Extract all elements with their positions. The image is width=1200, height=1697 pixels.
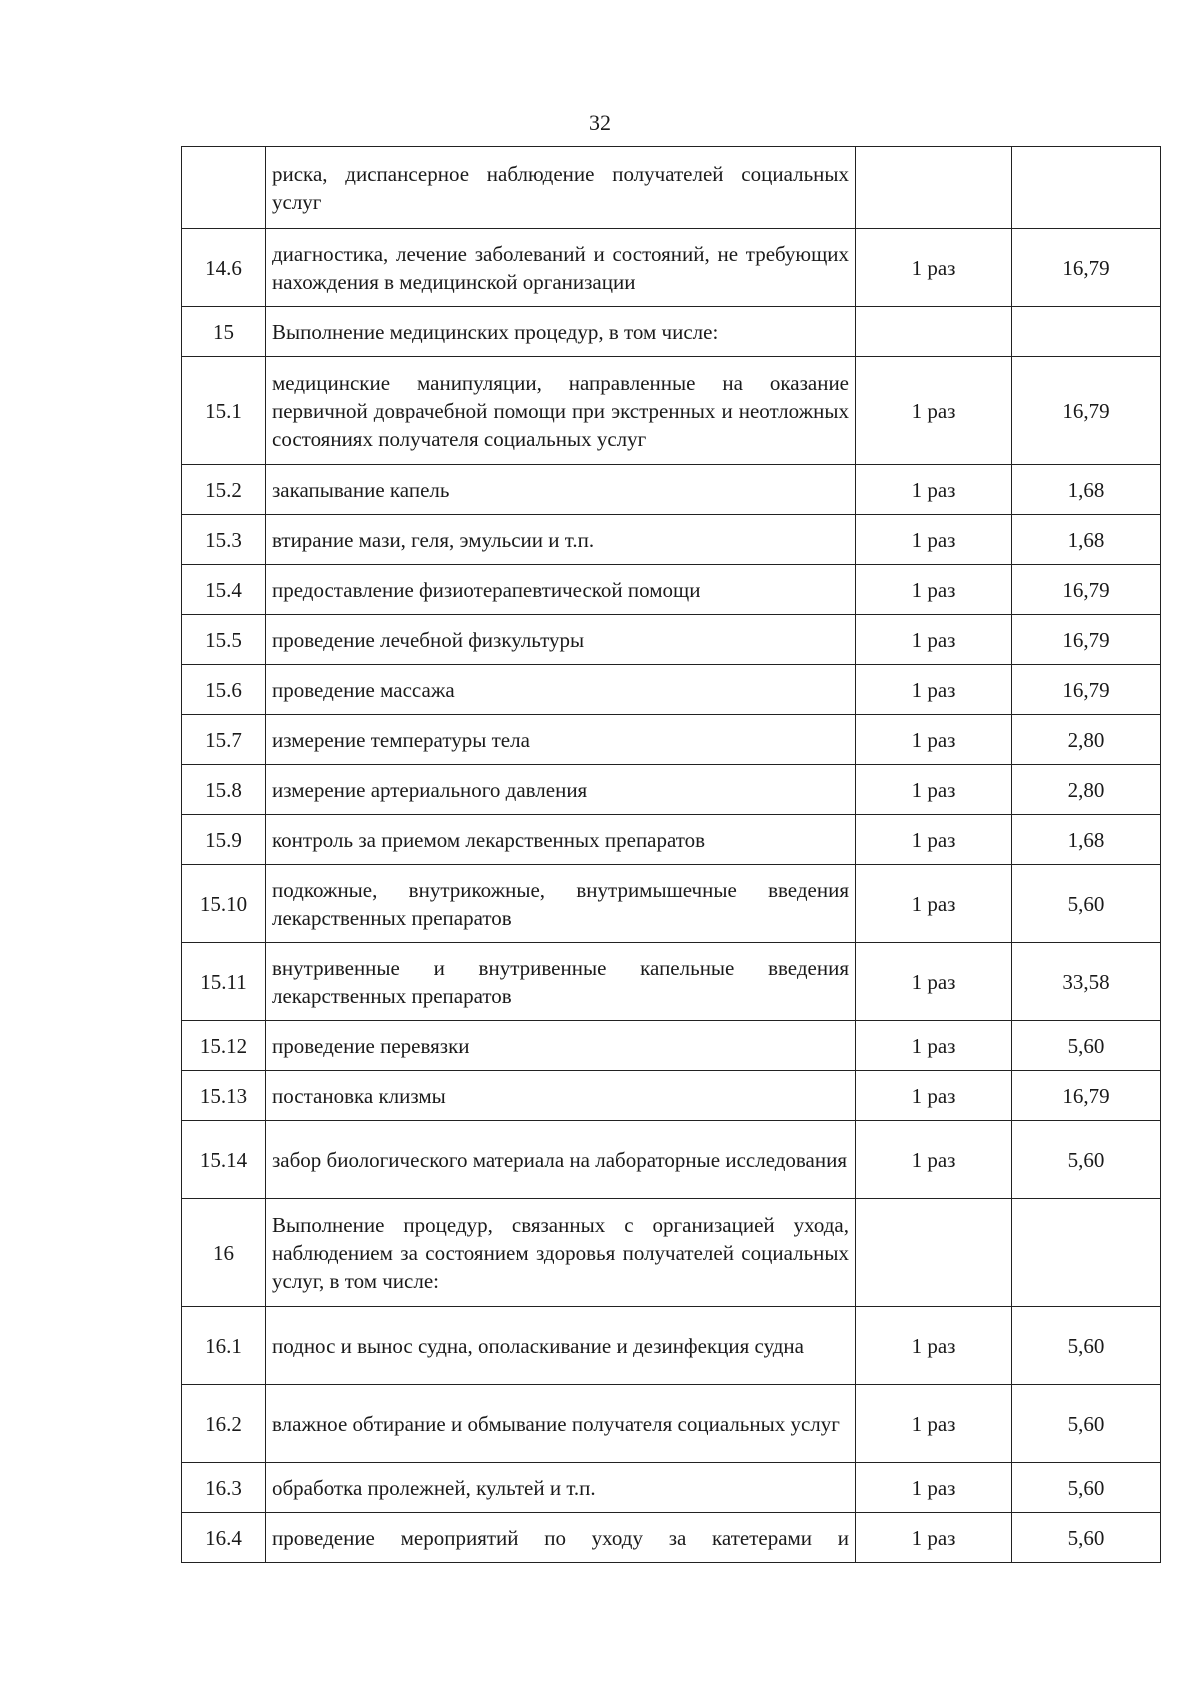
row-number: 15.3 (182, 515, 266, 565)
service-unit: 1 раз (856, 1121, 1012, 1199)
table-row (182, 515, 1161, 565)
service-price: 5,60 (1012, 1385, 1161, 1463)
service-unit: 1 раз (856, 357, 1012, 465)
service-description: диагностика, лечение заболеваний и состояний, не требующих нахождения в медицинской организации (266, 229, 856, 307)
table-row (182, 715, 1161, 765)
service-unit: 1 раз (856, 1021, 1012, 1071)
table-row (182, 1513, 1161, 1563)
row-number: 15.1 (182, 357, 266, 465)
service-price: 2,80 (1012, 765, 1161, 815)
service-unit: 1 раз (856, 815, 1012, 865)
table-row (182, 565, 1161, 615)
service-unit (856, 147, 1012, 229)
service-description: измерение артериального давления (266, 765, 856, 815)
service-price: 16,79 (1012, 665, 1161, 715)
service-unit: 1 раз (856, 1071, 1012, 1121)
service-description: проведение мероприятий по уходу за катетерами и (266, 1513, 856, 1563)
service-price (1012, 147, 1161, 229)
table-row (182, 357, 1161, 465)
service-description: постановка клизмы (266, 1071, 856, 1121)
service-unit: 1 раз (856, 615, 1012, 665)
service-description: внутривенные и внутривенные капельные введения лекарственных препаратов (266, 943, 856, 1021)
service-price: 1,68 (1012, 815, 1161, 865)
services-table (181, 146, 1161, 1563)
row-number: 15.2 (182, 465, 266, 515)
service-price: 1,68 (1012, 465, 1161, 515)
service-unit: 1 раз (856, 765, 1012, 815)
service-unit: 1 раз (856, 943, 1012, 1021)
table-row (182, 765, 1161, 815)
service-unit (856, 307, 1012, 357)
row-number: 15.4 (182, 565, 266, 615)
service-unit: 1 раз (856, 1307, 1012, 1385)
table-row (182, 147, 1161, 229)
table-row (182, 229, 1161, 307)
service-unit: 1 раз (856, 1513, 1012, 1563)
service-unit: 1 раз (856, 1463, 1012, 1513)
row-number: 15.8 (182, 765, 266, 815)
page-number: 32 (589, 110, 611, 135)
service-unit: 1 раз (856, 865, 1012, 943)
service-unit (856, 1199, 1012, 1307)
row-number: 16.3 (182, 1463, 266, 1513)
row-number: 15.11 (182, 943, 266, 1021)
service-price: 16,79 (1012, 1071, 1161, 1121)
row-number (182, 147, 266, 229)
table-row (182, 1463, 1161, 1513)
section-heading: Выполнение медицинских процедур, в том числе: (266, 307, 856, 357)
service-unit: 1 раз (856, 665, 1012, 715)
row-number: 15.7 (182, 715, 266, 765)
table-row (182, 615, 1161, 665)
service-description: предоставление физиотерапевтической помощи (266, 565, 856, 615)
row-number: 16.1 (182, 1307, 266, 1385)
row-number: 15.14 (182, 1121, 266, 1199)
row-number: 15.13 (182, 1071, 266, 1121)
service-unit: 1 раз (856, 565, 1012, 615)
service-description: втирание мази, геля, эмульсии и т.п. (266, 515, 856, 565)
row-number: 15.10 (182, 865, 266, 943)
table-row (182, 1121, 1161, 1199)
table-row (182, 1021, 1161, 1071)
service-price (1012, 1199, 1161, 1307)
service-description: обработка пролежней, культей и т.п. (266, 1463, 856, 1513)
row-number: 14.6 (182, 229, 266, 307)
table-row (182, 815, 1161, 865)
service-description: проведение перевязки (266, 1021, 856, 1071)
service-price: 1,68 (1012, 515, 1161, 565)
row-number: 15.5 (182, 615, 266, 665)
service-description: забор биологического материала на лабораторные исследования (266, 1121, 856, 1199)
service-unit: 1 раз (856, 715, 1012, 765)
service-price (1012, 307, 1161, 357)
service-description: измерение температуры тела (266, 715, 856, 765)
service-description: риска, диспансерное наблюдение получателей социальных услуг (266, 147, 856, 229)
service-price: 2,80 (1012, 715, 1161, 765)
service-price: 5,60 (1012, 1513, 1161, 1563)
service-description: влажное обтирание и обмывание получателя социальных услуг (266, 1385, 856, 1463)
row-number: 16 (182, 1199, 266, 1307)
row-number: 16.4 (182, 1513, 266, 1563)
service-description: проведение массажа (266, 665, 856, 715)
service-price: 16,79 (1012, 565, 1161, 615)
service-description: закапывание капель (266, 465, 856, 515)
service-price: 16,79 (1012, 615, 1161, 665)
service-price: 5,60 (1012, 1121, 1161, 1199)
service-unit: 1 раз (856, 465, 1012, 515)
service-description: проведение лечебной физкультуры (266, 615, 856, 665)
table-row (182, 1071, 1161, 1121)
row-number: 15 (182, 307, 266, 357)
service-unit: 1 раз (856, 229, 1012, 307)
service-price: 16,79 (1012, 357, 1161, 465)
service-unit: 1 раз (856, 515, 1012, 565)
service-price: 5,60 (1012, 1307, 1161, 1385)
service-description: подкожные, внутрикожные, внутримышечные введения лекарственных препаратов (266, 865, 856, 943)
row-number: 15.6 (182, 665, 266, 715)
table-row (182, 1199, 1161, 1307)
table-row (182, 1307, 1161, 1385)
service-price: 5,60 (1012, 865, 1161, 943)
table-row (182, 307, 1161, 357)
table-row (182, 865, 1161, 943)
row-number: 15.12 (182, 1021, 266, 1071)
service-description: поднос и вынос судна, ополаскивание и дезинфекция судна (266, 1307, 856, 1385)
service-price: 16,79 (1012, 229, 1161, 307)
service-price: 5,60 (1012, 1021, 1161, 1071)
row-number: 15.9 (182, 815, 266, 865)
table-row (182, 1385, 1161, 1463)
service-description: медицинские манипуляции, направленные на оказание первичной доврачебной помощи при экстренных и неотложных состояниях получателя социальных услуг (266, 357, 856, 465)
table-row (182, 465, 1161, 515)
service-price: 33,58 (1012, 943, 1161, 1021)
service-unit: 1 раз (856, 1385, 1012, 1463)
table-row (182, 943, 1161, 1021)
table-row (182, 665, 1161, 715)
service-price: 5,60 (1012, 1463, 1161, 1513)
service-description: контроль за приемом лекарственных препаратов (266, 815, 856, 865)
section-heading: Выполнение процедур, связанных с организацией ухода, наблюдением за состоянием здоровья получателей социальных услуг, в том числе: (266, 1199, 856, 1307)
row-number: 16.2 (182, 1385, 266, 1463)
